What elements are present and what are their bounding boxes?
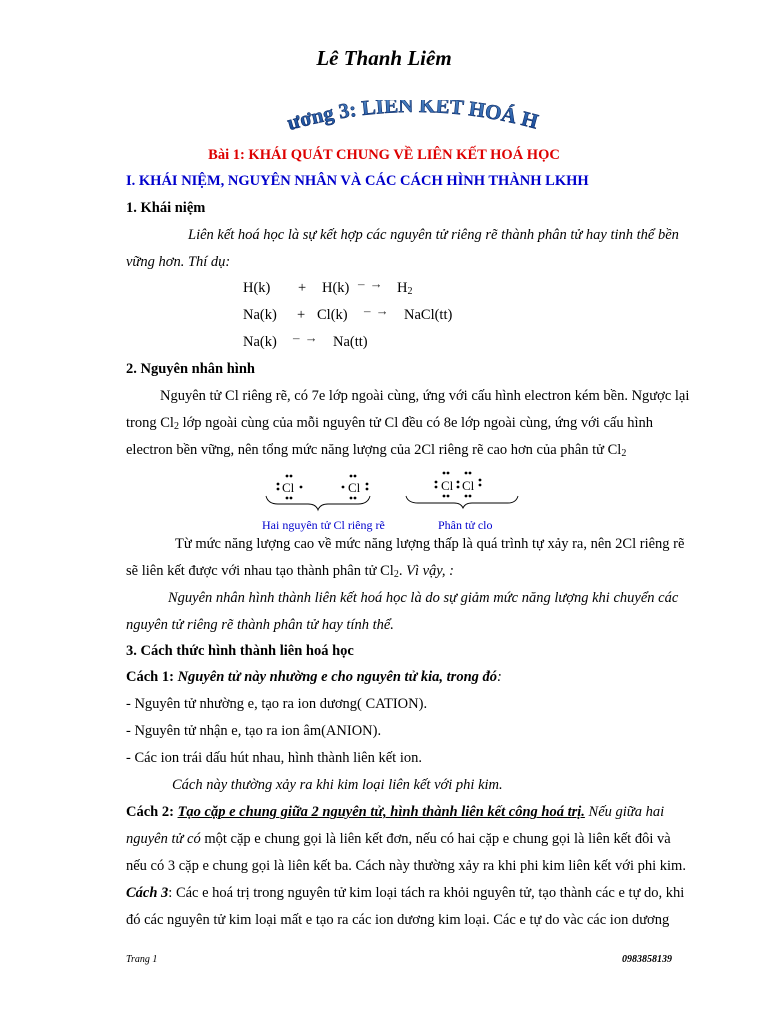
conclusion-line-2: nguyên tử riêng rẽ thành phân tử hay tính thể.	[126, 617, 394, 633]
method2-line-3: nếu có 3 cặp e chung gọi là liên kết ba. Cách này thường xảy ra khi phi kim liên kết với phi kim.	[126, 858, 686, 874]
method2-label: Cách 2:	[126, 804, 178, 820]
method3-line-1	[126, 884, 684, 902]
cause-line-2	[126, 414, 653, 432]
eq2-right: NaCl(tt)	[404, 307, 453, 323]
energy-line-2a: sẽ liên kết được với nhau tạo thành phân tử Cl	[126, 563, 394, 579]
energy-line-2	[126, 562, 454, 580]
svg-text:Cl: Cl	[282, 480, 295, 495]
eq2-arrow-icon: – →	[364, 303, 390, 318]
method1-title	[126, 668, 502, 686]
method3-label: Cách 3	[126, 885, 169, 901]
eq1-arrow-icon: – →	[358, 276, 384, 291]
eq1-left: H(k)	[243, 280, 271, 296]
eq2-plus: +	[297, 307, 306, 323]
eq1-right-sub: 2	[407, 286, 413, 297]
energy-line-2-sub: 2	[393, 569, 399, 580]
lewis-cl-left	[277, 475, 303, 500]
definition-line-1: Liên kết hoá học là sự kết hợp các nguyên tử riêng rẽ thành phân tử hay tinh thể bền	[188, 227, 679, 243]
lesson-title: Bài 1: KHÁI QUÁT CHUNG VỀ LIÊN KẾT HOÁ HỌC	[208, 147, 560, 163]
method2-line-2a: nguyên tử có	[126, 831, 201, 847]
energy-line-2b: .	[398, 563, 407, 579]
method1-note: Cách này thường xảy ra khi kim loại liên kết với phi kim.	[172, 777, 503, 793]
method2-line-2	[126, 830, 671, 848]
method1-text: Nguyên tử này nhường e cho nguyên tử kia, trong đó	[177, 669, 498, 685]
heading-nguyen-nhan: 2. Nguyên nhân hình	[126, 361, 255, 377]
cause-line-2-sub: 2	[173, 421, 179, 432]
wordart-text: ương 3: LIÊN KẾT HOÁ H	[284, 100, 541, 135]
cause-line-3	[126, 441, 626, 459]
method1-bullet-3: - Các ion trái dấu hút nhau, hình thành liên kết ion.	[126, 750, 422, 766]
cause-line-1: Nguyên tử Cl riêng rẽ, có 7e lớp ngoài cùng, ứng với cấu hình electron kém bền. Ngược lại	[160, 388, 690, 404]
lewis-cl-right	[342, 475, 369, 500]
method1-bullet-2: - Nguyên tử nhận e, tạo ra ion âm(ANION).	[126, 723, 382, 739]
method1-bullet-1: - Nguyên tử nhường e, tạo ra ion dương( CATION).	[126, 696, 428, 712]
section-heading-1: I. KHÁI NIỆM, NGUYÊN NHÂN VÀ CÁC CÁCH HÌNH THÀNH LKHH	[126, 173, 589, 189]
eq1-plus: +	[298, 280, 307, 296]
brace-right	[406, 496, 518, 508]
cause-line-3a: electron bền vững, nên tổng mức năng lượng của 2Cl riêng rẽ cao hơn của phân tử Cl	[126, 442, 622, 458]
method2-text: Tạo cặp e chung giữa 2 nguyên tử, hình thành liên kết công hoá trị.	[177, 804, 585, 820]
heading-khai-niem: 1. Khái niệm	[126, 200, 206, 216]
method2-title	[126, 803, 664, 821]
method3-line-2: đó các nguyên tử kim loại mất e tạo ra các ion dương kim loại. Các e tự do vàc các ion dương	[126, 912, 670, 928]
method3-text: : Các e hoá trị trong nguyên tử kim loại tách ra khỏi nguyên tử, tạo thành các e tự do, khi	[168, 885, 685, 901]
lewis-cl2-molecule	[435, 472, 482, 498]
cause-line-2b: lớp ngoài cùng của mỗi nguyên tử Cl đều có 8e lớp ngoài cùng, ứng với cấu hình	[178, 415, 653, 431]
lewis-label-right: Phân tử clo	[438, 518, 493, 532]
eq3-left: Na(k)	[243, 334, 277, 350]
cause-line-2a: trong Cl	[126, 415, 174, 431]
definition-line-2: vững hơn. Thí dụ:	[126, 254, 231, 270]
energy-line-1: Từ mức năng lượng cao về mức năng lượng thấp là quá trình tự xảy ra, nên 2Cl riêng rẽ	[175, 536, 685, 552]
wordart-graphic	[284, 100, 546, 142]
method2-tail: Nếu giữa hai	[584, 804, 665, 820]
conclusion-line-1: Nguyên nhân hình thành liên kết hoá học là do sự giảm mức năng lượng khi chuyển các	[168, 590, 679, 606]
energy-line-2c: Vì vậy, :	[406, 563, 455, 579]
eq3-right: Na(tt)	[333, 334, 368, 350]
chapter-wordart	[284, 100, 546, 147]
author-name: Lê Thanh Liêm	[316, 46, 452, 70]
lewis-label-left: Hai nguyên tử Cl riêng rẽ	[262, 518, 385, 532]
cause-line-3-sub: 2	[621, 448, 627, 459]
eq2-mid: Cl(k)	[317, 307, 348, 323]
footer-page: Trang 1	[126, 954, 158, 965]
eq2-left: Na(k)	[243, 307, 277, 323]
footer-phone: 0983858139	[622, 954, 672, 965]
method1-colon: :	[497, 669, 502, 685]
method1-label: Cách 1:	[126, 669, 178, 685]
eq3-arrow-icon: – →	[293, 330, 319, 345]
method2-line-2b: một cặp e chung gọi là liên kết đơn, nếu có hai cặp e chung gọi là liên kết đôi và	[200, 831, 671, 847]
eq1-right-text: H	[397, 280, 408, 296]
heading-cach-thuc: 3. Cách thức hình thành liên hoá học	[126, 643, 354, 659]
svg-text:Cl: Cl	[441, 478, 454, 493]
lewis-svg	[258, 466, 528, 514]
svg-text:Cl: Cl	[348, 480, 361, 495]
eq1-mid: H(k)	[322, 280, 350, 296]
eq1-right	[397, 279, 412, 297]
svg-text:Cl: Cl	[462, 478, 475, 493]
